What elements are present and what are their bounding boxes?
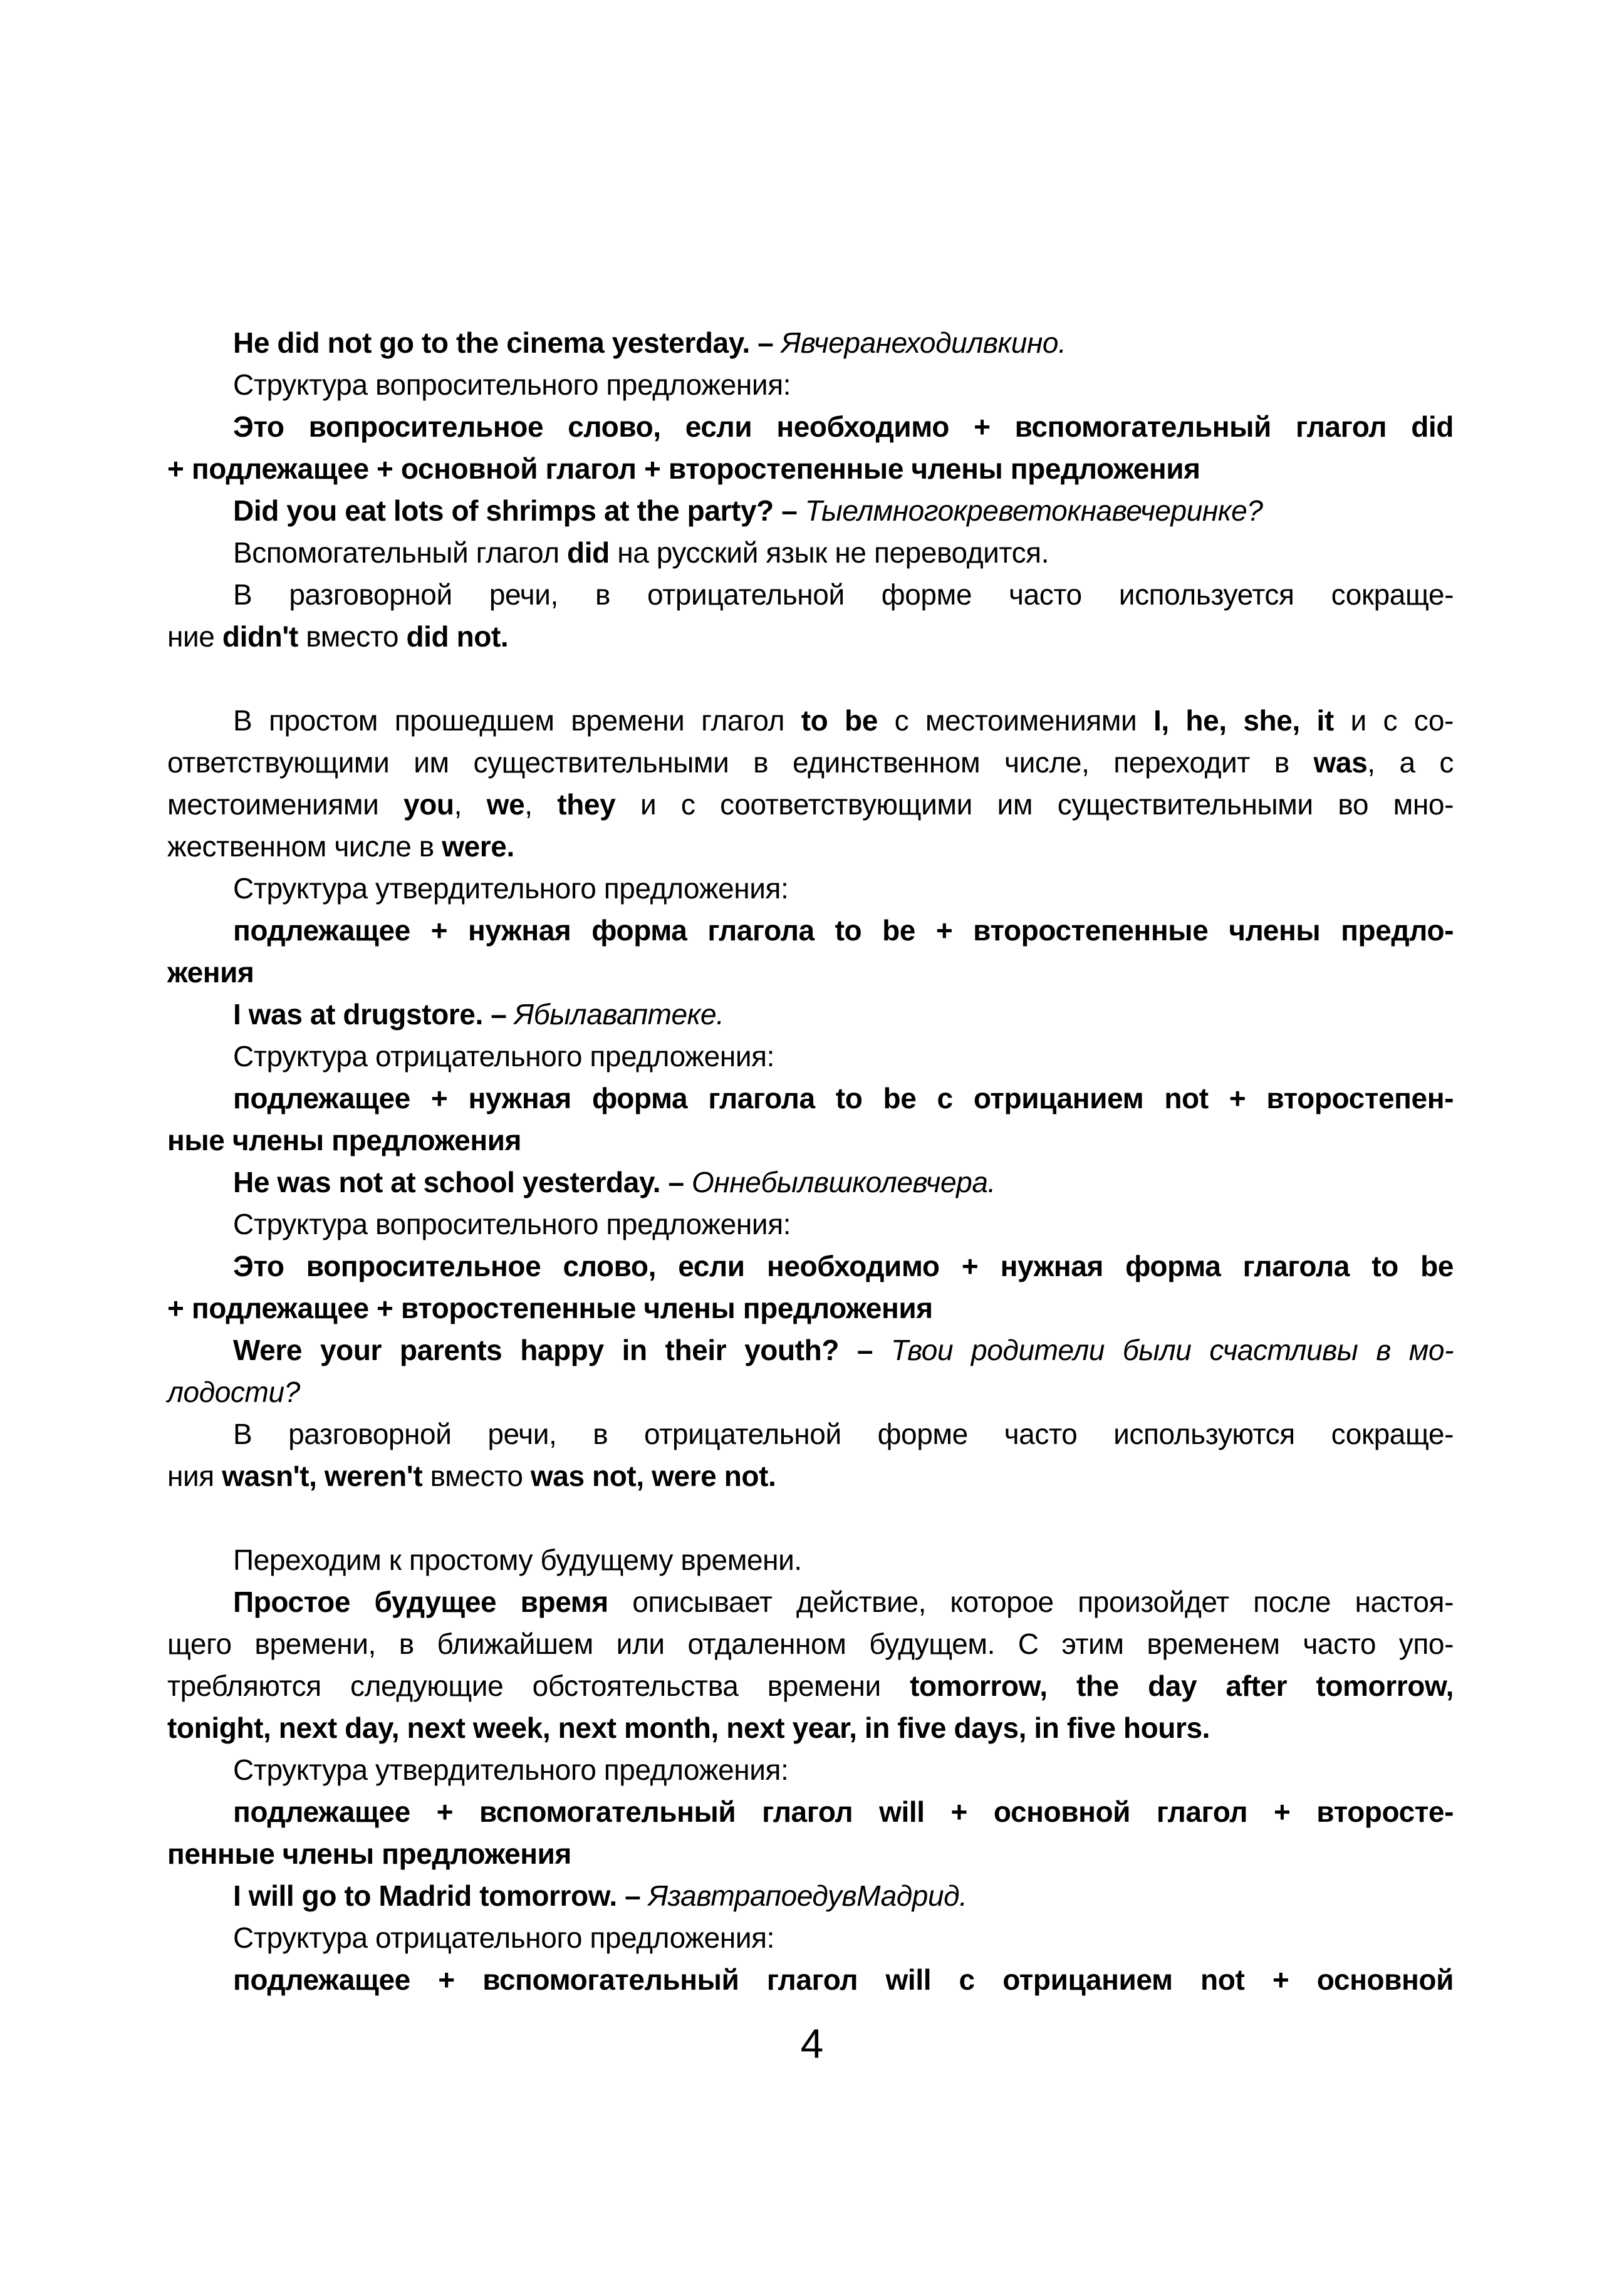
italic-translation-run: лодости? bbox=[167, 1376, 300, 1408]
text-line bbox=[167, 700, 1454, 742]
text-line bbox=[167, 784, 1454, 826]
text-line bbox=[167, 616, 1454, 658]
regular-text-run: Вспомогательный глагол bbox=[233, 536, 568, 569]
regular-text-run: и с соответствующими им существительными во мно- bbox=[615, 788, 1454, 821]
text-column bbox=[167, 322, 1454, 2001]
italic-translation-run: Твои родители были счастливы в мо- bbox=[891, 1334, 1454, 1366]
regular-text-run: В разговорной речи, в отрицательной форме часто используется сокраще- bbox=[233, 578, 1454, 611]
text-line bbox=[167, 952, 1454, 994]
text-line bbox=[167, 1917, 1454, 1959]
text-line bbox=[167, 1036, 1454, 1078]
text-line bbox=[167, 1329, 1454, 1371]
text-line bbox=[167, 322, 1454, 364]
regular-text-run: В разговорной речи, в отрицательной форме часто используются сокраще- bbox=[233, 1418, 1454, 1450]
text-line bbox=[167, 1539, 1454, 1581]
bold-text-run: + подлежащее + основной глагол + второстепенные члены предложения bbox=[167, 452, 1200, 485]
bold-text-run: He was not at school yesterday. – bbox=[233, 1166, 692, 1198]
bold-text-run: Простое будущее время bbox=[233, 1586, 608, 1618]
text-line bbox=[167, 1371, 1454, 1413]
text-line bbox=[167, 1161, 1454, 1203]
bold-text-run: Это вопросительное слово, если необходимо + вспомогательный глагол did bbox=[233, 410, 1454, 443]
regular-text-run: Структура отрицательного предложения: bbox=[233, 1040, 775, 1073]
bold-text-run: подлежащее + вспомогательный глагол will с отрицанием not + основной bbox=[233, 1963, 1454, 1996]
text-line bbox=[167, 1078, 1454, 1119]
bold-text-run: did not. bbox=[406, 620, 509, 653]
regular-text-run: , bbox=[454, 788, 487, 821]
regular-text-run: щего времени, в ближайшем или отдаленном будущем. С этим временем часто упо- bbox=[167, 1628, 1454, 1660]
text-line bbox=[167, 1749, 1454, 1791]
regular-text-run: вместо bbox=[298, 620, 407, 653]
bold-text-run: He did not go to the cinema yesterday. – bbox=[233, 326, 781, 359]
bold-text-run: пенные члены предложения bbox=[167, 1837, 572, 1870]
bold-text-run: to be bbox=[801, 704, 878, 737]
bold-text-run: wasn't, weren't bbox=[222, 1460, 423, 1492]
text-line bbox=[167, 406, 1454, 448]
regular-text-run: жественном числе в bbox=[167, 830, 442, 863]
bold-text-run: you bbox=[403, 788, 454, 821]
bold-text-run: I was at drugstore. – bbox=[233, 998, 514, 1031]
text-line bbox=[167, 1665, 1454, 1707]
regular-text-run: , bbox=[524, 788, 558, 821]
regular-text-run: вместо bbox=[422, 1460, 531, 1492]
text-line bbox=[167, 1581, 1454, 1623]
text-line bbox=[167, 1791, 1454, 1833]
bold-text-run: did bbox=[567, 536, 610, 569]
text-line bbox=[167, 1833, 1454, 1875]
regular-text-run: Структура вопросительного предложения: bbox=[233, 1208, 791, 1240]
regular-text-run: ние bbox=[167, 620, 222, 653]
bold-text-run: Did you eat lots of shrimps at the party? – bbox=[233, 494, 805, 527]
italic-translation-run: Оннебылвшколевчера. bbox=[692, 1166, 996, 1198]
bold-text-run: they bbox=[557, 788, 616, 821]
regular-text-run: В простом прошедшем времени глагол bbox=[233, 704, 801, 737]
text-line bbox=[167, 1455, 1454, 1497]
text-line bbox=[167, 742, 1454, 784]
regular-text-run: Структура отрицательного предложения: bbox=[233, 1921, 775, 1954]
bold-text-run: ные члены предложения bbox=[167, 1124, 522, 1156]
italic-translation-run: Явчеранеходилвкино. bbox=[781, 326, 1066, 359]
bold-text-run: tonight, next day, next week, next month, next year, in five days, in five hours. bbox=[167, 1712, 1210, 1744]
bold-text-run: was bbox=[1313, 746, 1368, 779]
bold-text-run: Were your parents happy in their youth? – bbox=[233, 1334, 892, 1366]
text-line bbox=[167, 1875, 1454, 1917]
text-line bbox=[167, 364, 1454, 406]
page-number: 4 bbox=[800, 2020, 824, 2067]
bold-text-run: were. bbox=[442, 830, 514, 863]
bold-text-run: жения bbox=[167, 956, 254, 989]
regular-text-run: ния bbox=[167, 1460, 222, 1492]
regular-text-run: описывает действие, которое произойдет после настоя- bbox=[608, 1586, 1454, 1618]
regular-text-run: требляются следующие обстоятельства времени bbox=[167, 1670, 910, 1702]
bold-text-run: didn't bbox=[222, 620, 298, 653]
text-line bbox=[167, 1119, 1454, 1161]
bold-text-run: подлежащее + нужная форма глагола to be с отрицанием not + второстепен- bbox=[233, 1082, 1454, 1114]
regular-text-run: на русский язык не переводится. bbox=[609, 536, 1049, 569]
bold-text-run: tomorrow, the day after tomorrow, bbox=[910, 1670, 1454, 1702]
text-line bbox=[167, 532, 1454, 574]
blank-line bbox=[167, 658, 1454, 700]
text-line bbox=[167, 994, 1454, 1036]
bold-text-run: + подлежащее + второстепенные члены предложения bbox=[167, 1292, 933, 1324]
text-line bbox=[167, 1707, 1454, 1749]
regular-text-run: Структура утвердительного предложения: bbox=[233, 1753, 789, 1786]
text-line bbox=[167, 1245, 1454, 1287]
text-line bbox=[167, 448, 1454, 490]
text-line bbox=[167, 1413, 1454, 1455]
bold-text-run: we bbox=[486, 788, 525, 821]
regular-text-run: Структура вопросительного предложения: bbox=[233, 368, 791, 401]
text-line bbox=[167, 1623, 1454, 1665]
italic-translation-run: Тыелмногокреветокнавечеринке? bbox=[804, 494, 1263, 527]
italic-translation-run: Ябылаваптеке. bbox=[514, 998, 724, 1031]
regular-text-run: и с со- bbox=[1333, 704, 1454, 737]
bold-text-run: I, he, she, it bbox=[1153, 704, 1334, 737]
blank-line bbox=[167, 1497, 1454, 1539]
text-line bbox=[167, 1287, 1454, 1329]
regular-text-run: Переходим к простому будущему времени. bbox=[233, 1544, 802, 1576]
text-line bbox=[167, 1203, 1454, 1245]
regular-text-run: местоимениями bbox=[167, 788, 404, 821]
text-line bbox=[167, 1959, 1454, 2001]
bold-text-run: подлежащее + вспомогательный глагол will + основной глагол + второсте- bbox=[233, 1795, 1454, 1828]
bold-text-run: Это вопросительное слово, если необходимо + нужная форма глагола to be bbox=[233, 1250, 1454, 1282]
regular-text-run: с местоимениями bbox=[877, 704, 1153, 737]
bold-text-run: I will go to Madrid tomorrow. – bbox=[233, 1879, 648, 1912]
regular-text-run: ответствующими им существительными в единственном числе, переходит в bbox=[167, 746, 1314, 779]
text-line bbox=[167, 826, 1454, 868]
text-line bbox=[167, 910, 1454, 952]
text-line bbox=[167, 868, 1454, 910]
regular-text-run: Структура утвердительного предложения: bbox=[233, 872, 789, 905]
bold-text-run: подлежащее + нужная форма глагола to be + второстепенные члены предло- bbox=[233, 914, 1454, 947]
text-line bbox=[167, 490, 1454, 532]
regular-text-run: , а с bbox=[1367, 746, 1454, 779]
bold-text-run: was not, were not. bbox=[530, 1460, 776, 1492]
text-line bbox=[167, 574, 1454, 616]
italic-translation-run: ЯзавтрапоедувМадрид. bbox=[648, 1879, 967, 1912]
